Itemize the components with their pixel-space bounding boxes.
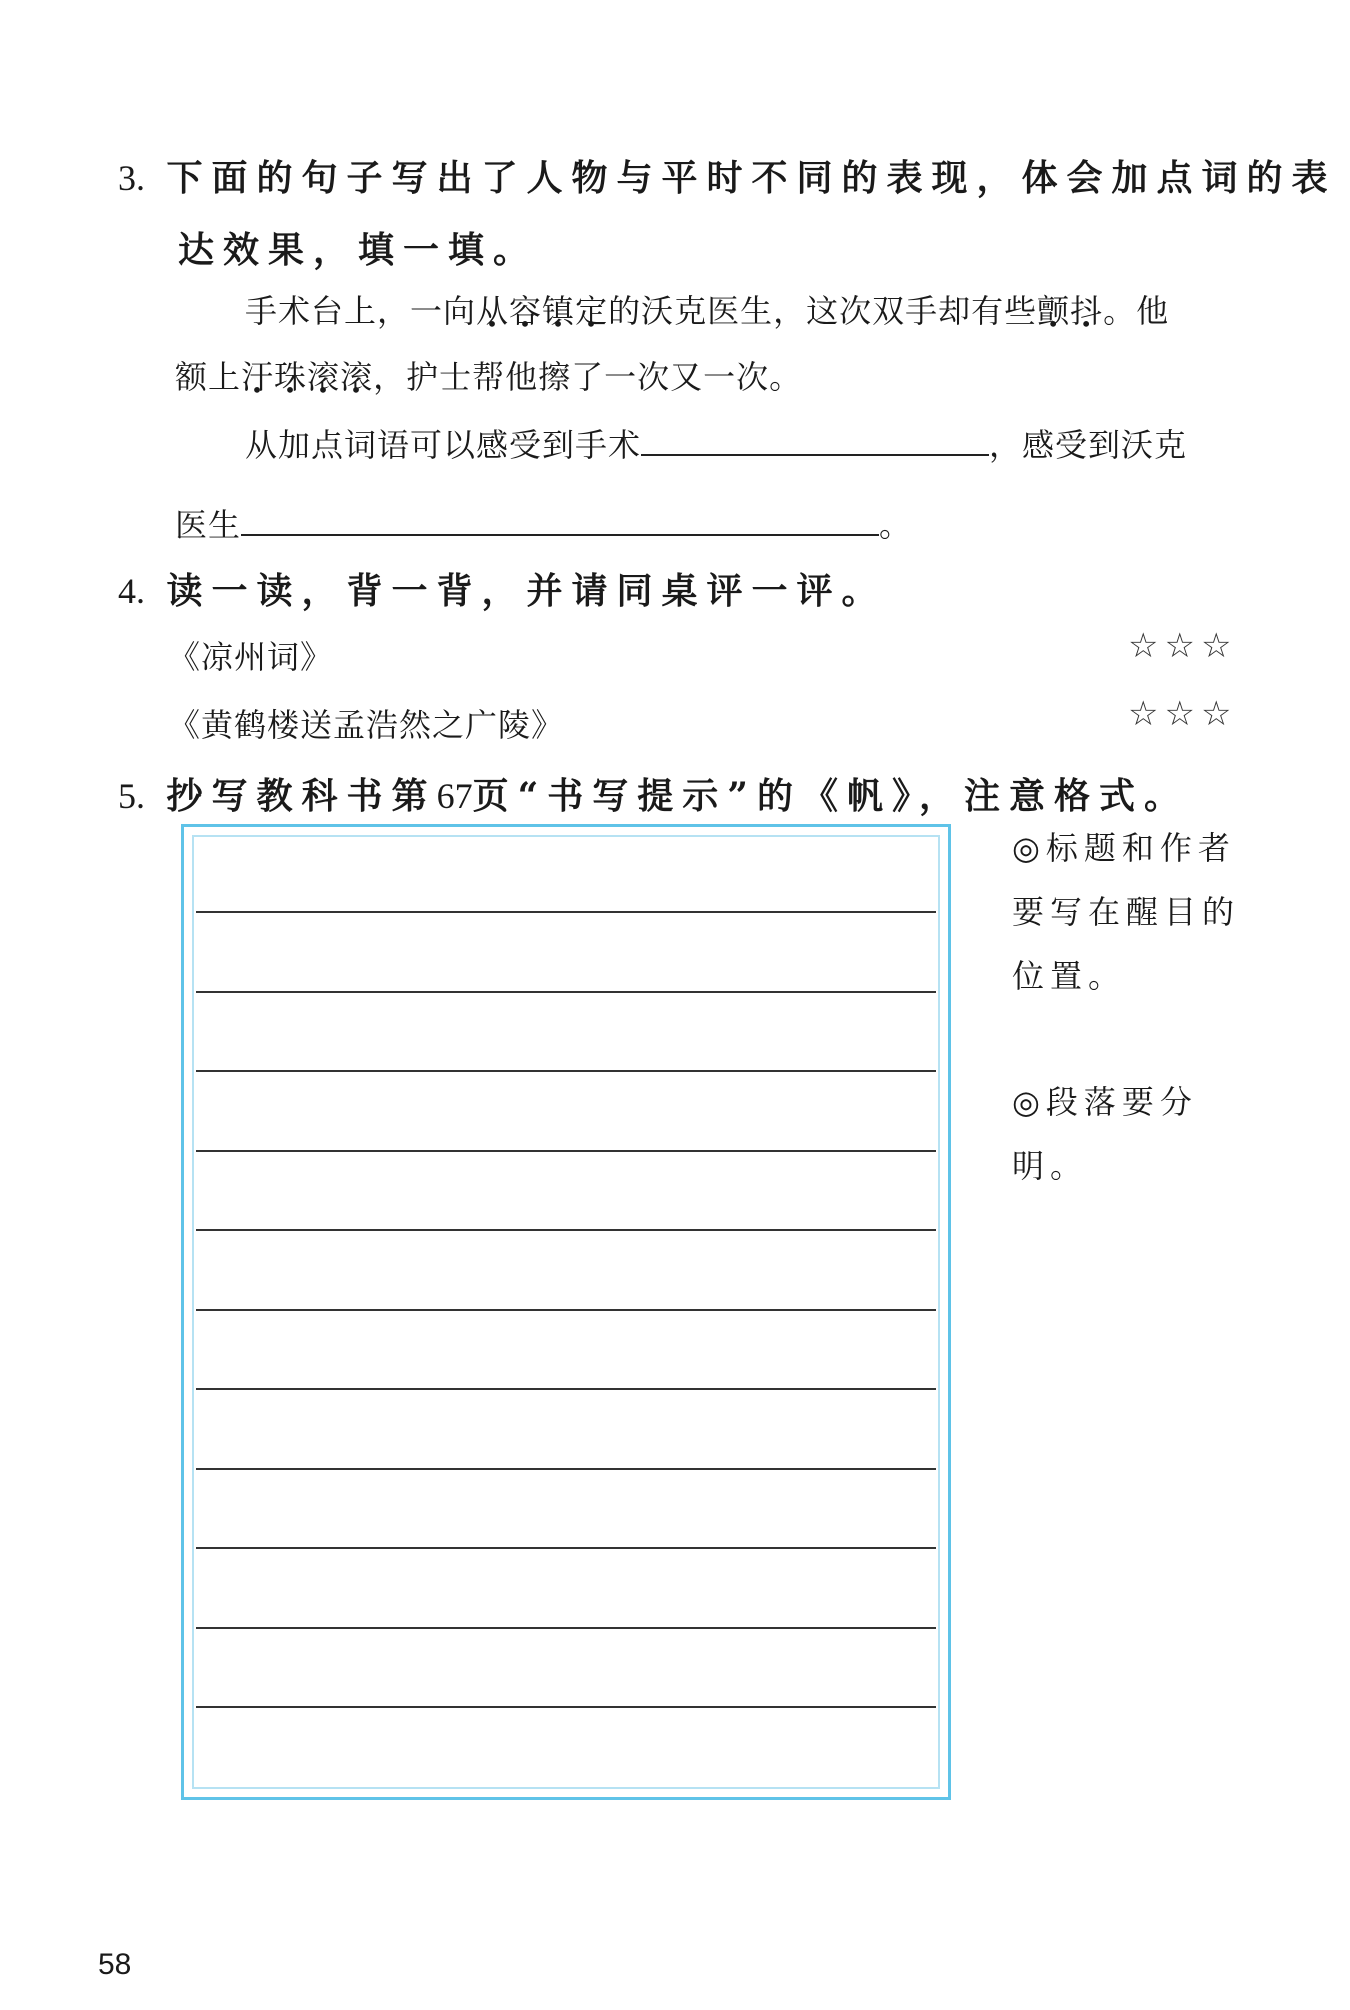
q3-passage-line1	[245, 286, 1169, 332]
fill-text: 医生	[175, 506, 242, 544]
emphasis-char: 镇	[542, 292, 576, 330]
q3-fill-line2	[175, 500, 912, 546]
page-number: 58	[98, 1948, 132, 1981]
q4-prompt	[118, 563, 887, 614]
dotted-word-hanzhu	[241, 358, 373, 396]
fill-text: 从加点词语可以感受到手术	[245, 426, 642, 464]
writing-box[interactable]	[181, 824, 951, 1800]
writing-line[interactable]	[196, 1070, 936, 1072]
writing-line[interactable]	[196, 1150, 936, 1152]
writing-line[interactable]	[196, 911, 936, 913]
emphasis-char: 汗	[241, 358, 275, 396]
tip-title-author: ◎标题和作者要写在醒目的位置。	[1012, 829, 1241, 995]
q3-passage-line2	[175, 352, 802, 398]
passage-text: 手术台上，一向	[245, 292, 477, 330]
writing-line[interactable]	[196, 1309, 936, 1311]
passage-text: 。他	[1103, 292, 1170, 330]
writing-line[interactable]	[196, 1627, 936, 1629]
q3-fill-line1	[245, 420, 1187, 466]
passage-text: 额上	[175, 358, 242, 396]
q3-prompt-line1	[118, 150, 1337, 201]
emphasis-char: 从	[476, 292, 510, 330]
writing-line[interactable]	[196, 1388, 936, 1390]
q5-prompt-text-b: 页“书写提示”的《帆》，注意格式。	[472, 775, 1189, 817]
answer-blank-surgery[interactable]	[641, 420, 989, 456]
emphasis-char: 容	[509, 292, 543, 330]
q4-number: 4.	[118, 571, 145, 611]
rating-stars-2[interactable]: ☆☆☆	[1128, 694, 1238, 734]
writing-line[interactable]	[196, 1706, 936, 1708]
emphasis-char: 滚	[307, 358, 341, 396]
rating-stars-1[interactable]: ☆☆☆	[1128, 626, 1238, 666]
q3-prompt-line2: 达效果，填一填。	[178, 229, 539, 271]
q5-number: 5.	[118, 776, 145, 816]
emphasis-char: 定	[575, 292, 609, 330]
q3-number: 3.	[118, 158, 145, 198]
tip-paragraphs: ◎段落要分明。	[1012, 1083, 1198, 1185]
writing-line[interactable]	[196, 991, 936, 993]
fill-text: ，感受到沃克	[989, 426, 1188, 464]
writing-line[interactable]	[196, 1547, 936, 1549]
writing-line[interactable]	[196, 1229, 936, 1231]
passage-text: 的沃克医生，这次双手却有些	[608, 292, 1038, 330]
writing-box-inner-border	[192, 835, 940, 1789]
q5-page-ref: 67	[436, 776, 473, 816]
fill-text: 。	[879, 506, 913, 544]
poem-title-1: 《凉州词》	[168, 638, 334, 676]
dotted-word-congrong	[476, 292, 608, 330]
passage-text: ，护士帮他擦了一次又一次。	[373, 358, 803, 396]
q4-prompt-text: 读一读，背一背，并请同桌评一评。	[166, 570, 887, 612]
dotted-word-chandou	[1037, 292, 1103, 330]
emphasis-char: 珠	[274, 358, 308, 396]
emphasis-char: 抖	[1070, 292, 1104, 330]
q3-prompt-text: 下面的句子写出了人物与平时不同的表现，体会加点词的表	[166, 157, 1337, 199]
q5-prompt	[118, 768, 1189, 819]
poem-title-2: 《黄鹤楼送孟浩然之广陵》	[168, 706, 565, 744]
emphasis-char: 滚	[340, 358, 374, 396]
answer-blank-doctor[interactable]	[241, 500, 879, 536]
writing-line[interactable]	[196, 1468, 936, 1470]
q5-prompt-text-a: 抄写教科书第	[166, 775, 437, 817]
emphasis-char: 颤	[1037, 292, 1071, 330]
